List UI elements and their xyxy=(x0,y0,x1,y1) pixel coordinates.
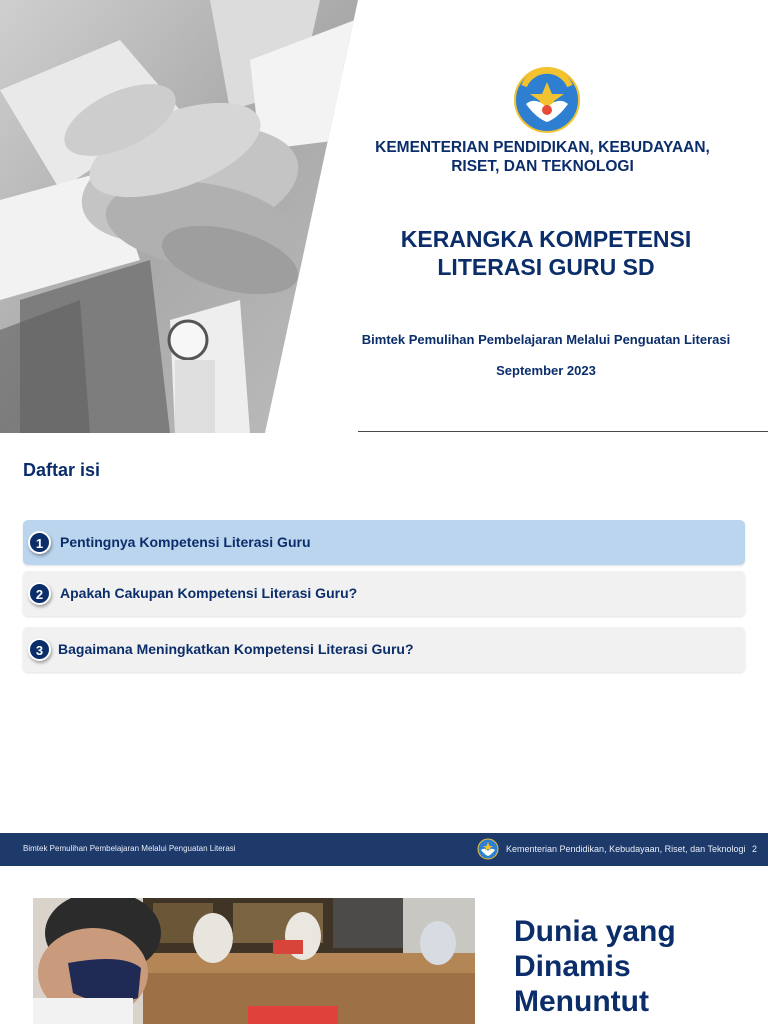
slide-heading xyxy=(514,914,676,1019)
presentation-date: September 2023 xyxy=(496,363,596,378)
slide-footer xyxy=(0,833,768,866)
classroom-photo xyxy=(33,898,475,1024)
footer-event-name: Bimtek Pemulihan Pembelajaran Melalui Penguatan Literasi xyxy=(23,844,236,853)
toc-number-badge: 3 xyxy=(28,638,51,661)
title-line: KERANGKA KOMPETENSI xyxy=(400,226,692,252)
heading-line: Dunia yang xyxy=(514,915,676,948)
toc-item-label: Apakah Cakupan Kompetensi Literasi Guru? xyxy=(60,585,358,601)
table-of-contents-slide xyxy=(0,433,768,866)
presentation-subtitle: Bimtek Pemulihan Pembelajaran Melalui Penguatan Literasi xyxy=(361,332,731,347)
ministry-name-line: RISET, DAN TEKNOLOGI xyxy=(451,158,634,175)
presentation-title xyxy=(330,225,762,281)
title-line: LITERASI GURU SD xyxy=(437,254,655,280)
footer-ministry-name: Kementerian Pendidikan, Kebudayaan, Riset, dan Teknologi xyxy=(506,844,746,854)
ministry-name xyxy=(330,138,755,176)
tut-wuri-handayani-logo xyxy=(477,838,499,860)
title-slide xyxy=(0,0,768,433)
toc-item-3[interactable] xyxy=(23,627,745,672)
ministry-name-line: KEMENTERIAN PENDIDIKAN, KEBUDAYAAN, xyxy=(375,139,710,156)
page-number: 2 xyxy=(752,844,758,854)
toc-item-1[interactable] xyxy=(23,520,745,565)
toc-item-2[interactable] xyxy=(23,571,745,616)
toc-item-label: Pentingnya Kompetensi Literasi Guru xyxy=(60,534,311,550)
content-slide xyxy=(0,866,768,1024)
toc-heading: Daftar isi xyxy=(23,460,101,480)
toc-number-badge: 1 xyxy=(28,531,51,554)
toc-item-label: Bagaimana Meningkatkan Kompetensi Literasi Guru? xyxy=(58,641,414,657)
tut-wuri-handayani-logo xyxy=(512,66,582,134)
slide-divider xyxy=(358,431,768,432)
heading-line: Menuntut xyxy=(514,985,649,1018)
toc-number-badge: 2 xyxy=(28,582,51,605)
heading-line: Dinamis xyxy=(514,950,631,983)
